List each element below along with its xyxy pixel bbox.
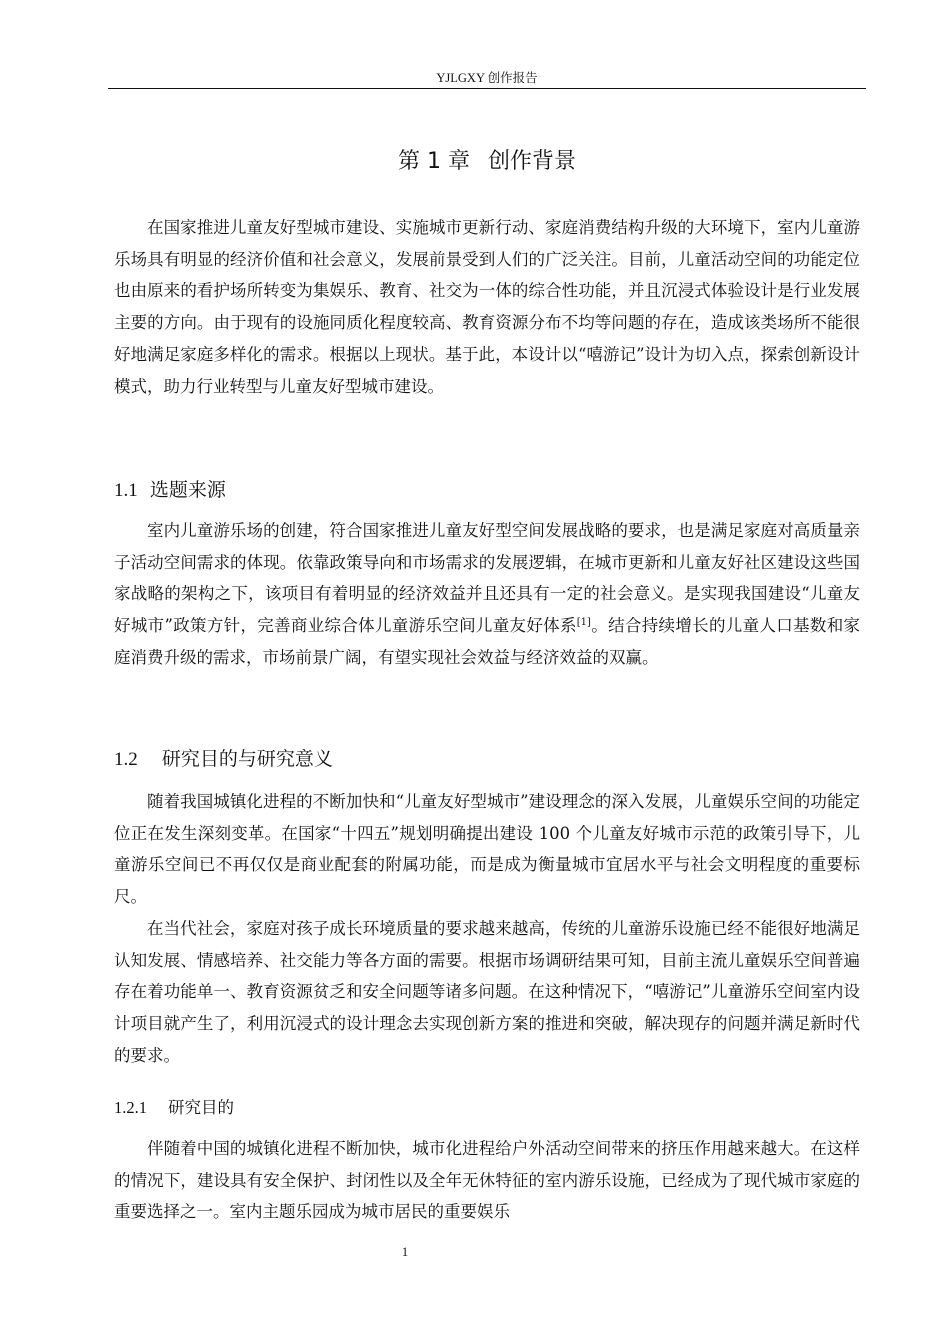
intro-paragraph: 在国家推进儿童友好型城市建设、实施城市更新行动、家庭消费结构升级的大环境下，室内儿童游乐场具有明显的经济价值和社会意义，发展前景受到人们的广泛关注。目前，儿童活动空间的功能定位也由原来的看护场所转变为集娱乐、教育、社交为一体的综合性功能，并且沉浸式体验设计是行业发展主要的方向。由于现有的设施同质化程度较高、教育资源分布不均等问题的存在，造成该类场所不能很好地满足家庭多样化的需求。根据以上现状。基于此，本设计以“嘻游记”设计为切入点，探索创新设计模式，助力行业转型与儿童友好型城市建设。 [114, 218, 860, 396]
subsection-title: 研究目的 [167, 1098, 234, 1117]
section-1-1-paragraph [114, 515, 860, 674]
chapter-title [108, 147, 866, 177]
header-rule [108, 88, 866, 89]
page-number: 1 [401, 1245, 409, 1259]
citation-ref: [1] [576, 617, 591, 629]
running-header: YJLGXY 创作报告 [436, 71, 538, 85]
section-title: 选题来源 [149, 479, 226, 501]
section-1-1-block [114, 515, 860, 674]
intro-block [114, 212, 860, 402]
section-1-2-paragraph-2: 在当代社会，家庭对孩子成长环境质量的要求越来越高，传统的儿童游乐设施已经不能很好地满足认知发展、情感培养、社交能力等各方面的需要。根据市场调研结果可知，目前主流儿童娱乐空间普遍存在着功能单一、教育资源贫乏和安全问题等诸多问题。在这种情况下，“嘻游记”儿童游乐空间室内设计项目就产生了，利用沉浸式的设计理念去实现创新方案的推进和突破，解决现存的问题并满足新时代的要求。 [114, 918, 860, 1065]
paragraph-text: 室内儿童游乐场的创建，符合国家推进儿童友好型空间发展战略的要求，也是满足家庭对高质量亲子活动空间需求的体现。依靠政策导向和市场需求的发展逻辑，在城市更新和儿童友好社区建设这些国家战略的架构之下，该项目有着明显的经济效益并且还具有一定的社会意义。是实现我国建设“儿童友好城市”政策方针，完善商业综合体儿童游乐空间儿童友好体系 [114, 521, 860, 636]
section-number: 1.1 [114, 480, 138, 501]
section-1-2-block [114, 786, 860, 1071]
section-1-2-1-paragraph: 伴随着中国的城镇化进程不断加快，城市化进程给户外活动空间带来的挤压作用越来越大。在这样的情况下，建设具有安全保护、封闭性以及全年无休特征的室内游乐设施，已经成为了现代城市家庭的重要选择之一。室内主题乐园成为城市居民的重要娱乐 [114, 1139, 860, 1222]
section-title: 研究目的与研究意义 [161, 748, 333, 770]
paragraph-text: 。结合持续增长的儿童人口基数和家庭消费升级的需求，市场前景广阔，有望实现社会效益与经济效益的双赢。 [114, 616, 861, 667]
subsection-number: 1.2.1 [114, 1098, 147, 1117]
chapter-number: 第 1 章 [398, 149, 470, 174]
section-heading-1-1 [114, 477, 226, 504]
section-number: 1.2 [114, 749, 138, 770]
section-1-2-paragraph-1: 随着我国城镇化进程的不断加快和“儿童友好型城市”建设理念的深入发展，儿童娱乐空间的功能定位正在发生深刻变革。在国家“十四五”规划明确提出建设 100 个儿童友好城市示范的政策引导下，儿童游乐空间已不再仅仅是商业配套的附属功能，而是成为衡量城市宜居水平与社会文明程度的重要标尺。 [114, 792, 860, 907]
chapter-name: 创作背景 [487, 149, 576, 174]
section-heading-1-2 [114, 746, 333, 773]
subsection-heading-1-2-1 [114, 1096, 234, 1120]
section-1-2-1-block [114, 1133, 860, 1228]
